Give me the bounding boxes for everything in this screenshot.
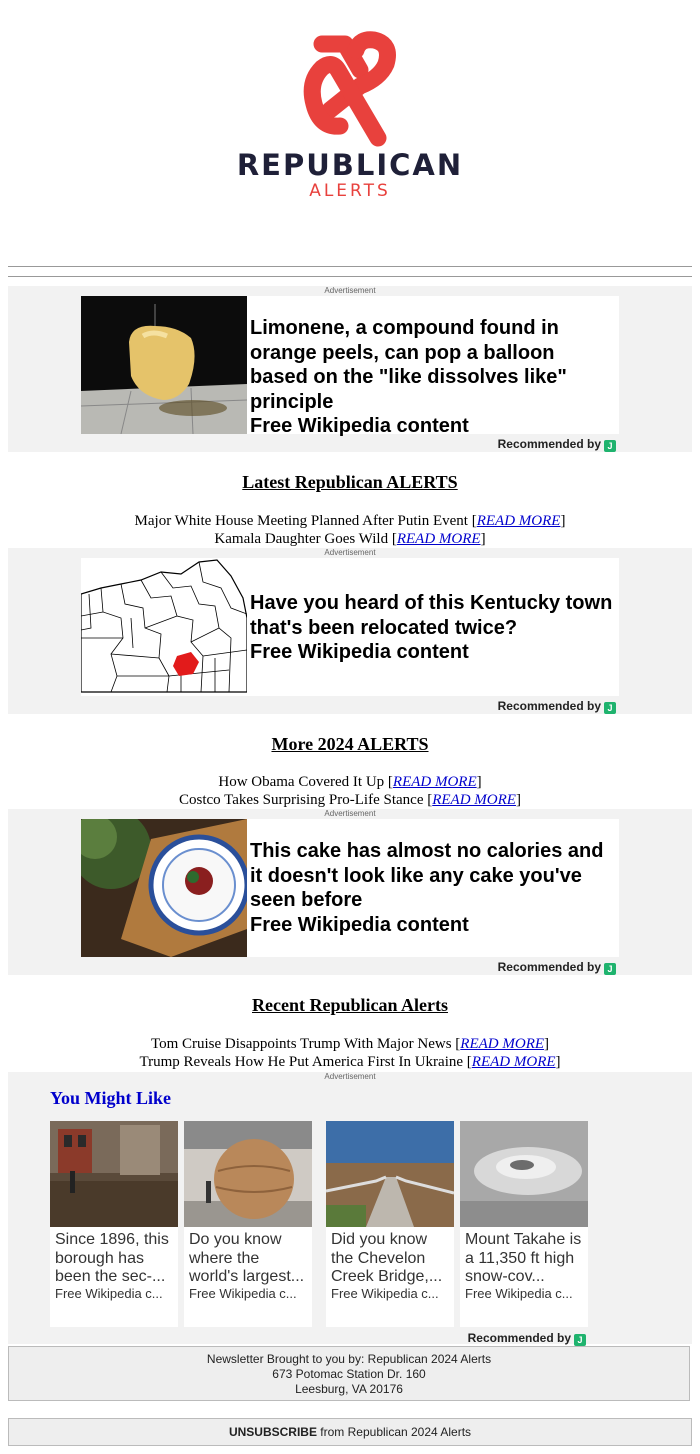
recommendation-tile[interactable]	[184, 1121, 312, 1327]
jeeng-logo-icon: J	[604, 702, 616, 714]
read-more-link[interactable]: READ MORE	[392, 774, 477, 790]
brand-title: REPUBLICAN	[236, 148, 464, 182]
ad-headline[interactable]: Have you heard of this Kentucky town that's been relocated twice? Free Wikipedia content	[250, 592, 613, 663]
recommended-by[interactable]: Recommended by J	[498, 960, 616, 975]
ad-block	[8, 548, 692, 714]
divider	[8, 276, 692, 277]
ad-source: Free Wikipedia content	[250, 913, 469, 936]
ad-label: Advertisement	[324, 286, 376, 295]
footer-line: Leesburg, VA 20176	[295, 1382, 403, 1396]
giant-ball-photo-icon	[184, 1121, 312, 1227]
article-item: Costco Takes Surprising Pro-Life Stance [READ MORE]	[179, 792, 521, 808]
ad-block	[8, 286, 692, 452]
footer-line: Newsletter Brought to you by: Republican 2024 Alerts	[206, 1352, 492, 1366]
ad-label: Advertisement	[324, 809, 376, 818]
read-more-link[interactable]: READ MORE	[432, 792, 516, 808]
article-item: Tom Cruise Disappoints Trump With Major News [READ MORE]	[150, 1036, 550, 1052]
section-title: More 2024 ALERTS	[271, 734, 429, 754]
bridge-photo-icon	[326, 1121, 454, 1227]
recommendation-tile[interactable]	[50, 1121, 178, 1327]
tile-title[interactable]: Mount Takahe is a 11,350 ft high snow-cov...	[465, 1231, 582, 1285]
tile-source: Free Wikipedia c...	[189, 1286, 297, 1301]
ad-headline[interactable]: Limonene, a compound found in orange peels, can pop a balloon based on the "like dissolves like" principle Free Wikipedia content	[250, 317, 567, 437]
section-title: Latest Republican ALERTS	[242, 472, 458, 492]
recommended-by[interactable]: Recommended by J	[498, 437, 616, 452]
footer-address	[8, 1346, 690, 1401]
cake-plate-photo-icon[interactable]	[81, 819, 247, 957]
ad-label: Advertisement	[324, 1072, 376, 1081]
ad-label: Advertisement	[324, 548, 376, 557]
jeeng-logo-icon: J	[604, 440, 616, 452]
ad-block	[8, 809, 692, 975]
read-more-link[interactable]: READ MORE	[396, 531, 481, 547]
ad-source: Free Wikipedia content	[250, 641, 469, 663]
ad-headline[interactable]: This cake has almost no calories and it doesn't look like any cake you've seen before Free Wikipedia content	[250, 840, 604, 936]
section-title: Recent Republican Alerts	[252, 995, 448, 1015]
ad-card[interactable]	[81, 296, 619, 437]
jeeng-logo-icon: J	[604, 963, 616, 975]
unsubscribe-text: from Republican 2024 Alerts	[320, 1425, 472, 1439]
you-might-like	[8, 1072, 692, 1344]
article-item: Kamala Daughter Goes Wild [READ MORE]	[214, 531, 486, 547]
footer-line: 673 Potomac Station Dr. 160	[272, 1367, 426, 1381]
kentucky-map-icon[interactable]	[81, 558, 247, 696]
article-item: How Obama Covered It Up [READ MORE]	[218, 774, 482, 790]
tile-title[interactable]: Since 1896, this borough has been the sec-...	[55, 1231, 169, 1285]
brand-mark-icon	[300, 30, 400, 150]
widget-title: You Might Like	[50, 1088, 172, 1108]
read-more-link[interactable]: READ MORE	[476, 513, 561, 529]
recommendation-tile[interactable]	[460, 1121, 588, 1327]
tile-title[interactable]: Do you know where the world's largest...	[189, 1231, 305, 1285]
ad-card[interactable]	[81, 819, 619, 957]
brand-subtitle: ALERTS	[309, 181, 391, 201]
ad-source: Free Wikipedia content	[250, 415, 469, 437]
divider	[8, 266, 692, 267]
unsubscribe-bar	[8, 1418, 692, 1446]
ad-card[interactable]	[81, 558, 619, 696]
mountain-aerial-photo-icon	[460, 1121, 588, 1227]
recommendation-tile[interactable]	[326, 1121, 454, 1327]
read-more-link[interactable]: READ MORE	[460, 1036, 545, 1052]
read-more-link[interactable]: READ MORE	[471, 1054, 556, 1070]
balloon-photo-icon[interactable]	[81, 296, 247, 434]
tile-title[interactable]: Did you know the Chevelon Creek Bridge,...	[331, 1231, 443, 1285]
tile-source: Free Wikipedia c...	[331, 1286, 439, 1301]
header-logo	[0, 0, 700, 260]
unsubscribe-link[interactable]: UNSUBSCRIBE	[228, 1425, 317, 1439]
article-item: Major White House Meeting Planned After Putin Event [READ MORE]	[134, 513, 566, 529]
tile-source: Free Wikipedia c...	[55, 1286, 163, 1301]
recommended-by[interactable]: Recommended by J	[498, 699, 616, 714]
tile-source: Free Wikipedia c...	[465, 1286, 573, 1301]
recommended-by[interactable]: Recommended by J	[468, 1331, 586, 1346]
article-item: Trump Reveals How He Put America First In Ukraine [READ MORE]	[139, 1054, 561, 1070]
jeeng-logo-icon: J	[574, 1334, 586, 1346]
street-photo-icon	[50, 1121, 178, 1227]
